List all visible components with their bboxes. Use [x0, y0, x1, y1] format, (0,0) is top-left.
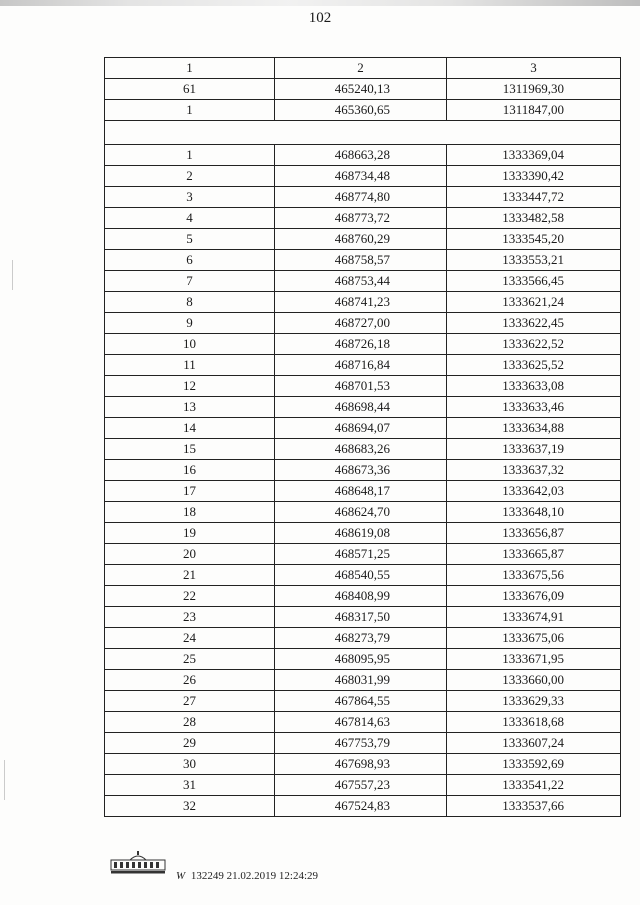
table-row	[105, 208, 621, 229]
coordinates-table-body	[105, 58, 621, 817]
point-number-cell: 24	[105, 628, 275, 649]
y-coordinate-cell: 1333656,87	[447, 523, 621, 544]
x-coordinate-cell: 468727,00	[275, 313, 447, 334]
x-coordinate-cell: 468408,99	[275, 586, 447, 607]
y-coordinate-cell: 1333482,58	[447, 208, 621, 229]
point-number-cell: 11	[105, 355, 275, 376]
point-number-cell: 17	[105, 481, 275, 502]
coordinates-table	[104, 57, 621, 817]
table-row	[105, 649, 621, 670]
x-coordinate-cell: 467557,23	[275, 775, 447, 796]
point-number-cell: 29	[105, 733, 275, 754]
point-number-cell: 28	[105, 712, 275, 733]
point-number-cell: 13	[105, 397, 275, 418]
x-coordinate-cell: 468698,44	[275, 397, 447, 418]
point-number-cell: 14	[105, 418, 275, 439]
point-number-cell: 18	[105, 502, 275, 523]
x-coordinate-cell: 468774,80	[275, 187, 447, 208]
x-coordinate-cell: 468095,95	[275, 649, 447, 670]
table-row	[105, 670, 621, 691]
y-coordinate-cell: 1333629,33	[447, 691, 621, 712]
document-datetime: 21.02.2019 12:24:29	[226, 870, 319, 882]
point-number-cell: 15	[105, 439, 275, 460]
point-number-cell: 32	[105, 796, 275, 817]
x-coordinate-cell: 468694,07	[275, 418, 447, 439]
y-coordinate-cell: 1333607,24	[447, 733, 621, 754]
x-coordinate-cell: 468317,50	[275, 607, 447, 628]
x-coordinate-cell: 468741,23	[275, 292, 447, 313]
point-number-cell: 8	[105, 292, 275, 313]
scan-artifact	[4, 760, 5, 800]
table-row	[105, 796, 621, 817]
table-row	[105, 712, 621, 733]
y-coordinate-cell: 1333674,91	[447, 607, 621, 628]
point-number-cell: 22	[105, 586, 275, 607]
x-coordinate-cell: 465360,65	[275, 100, 447, 121]
y-coordinate-cell: 1333648,10	[447, 502, 621, 523]
y-coordinate-cell: 1333553,21	[447, 250, 621, 271]
table-row	[105, 481, 621, 502]
y-coordinate-cell: 1333541,22	[447, 775, 621, 796]
point-number-cell: 21	[105, 565, 275, 586]
y-coordinate-cell: 1333671,95	[447, 649, 621, 670]
table-header-row	[105, 58, 621, 79]
page-number: 102	[308, 10, 332, 26]
scan-top-edge	[0, 0, 640, 6]
point-number-cell: 61	[105, 79, 275, 100]
y-coordinate-cell: 1333676,09	[447, 586, 621, 607]
x-coordinate-cell: 467753,79	[275, 733, 447, 754]
point-number-cell: 9	[105, 313, 275, 334]
point-number-cell: 27	[105, 691, 275, 712]
x-coordinate-cell: 468273,79	[275, 628, 447, 649]
table-row	[105, 229, 621, 250]
table-row	[105, 565, 621, 586]
table-row	[105, 418, 621, 439]
point-number-cell: 1	[105, 145, 275, 166]
y-coordinate-cell: 1333675,06	[447, 628, 621, 649]
point-number-cell: 3	[105, 187, 275, 208]
x-coordinate-cell: 468648,17	[275, 481, 447, 502]
x-coordinate-cell: 468540,55	[275, 565, 447, 586]
y-coordinate-cell: 1333665,87	[447, 544, 621, 565]
y-coordinate-cell: 1333622,45	[447, 313, 621, 334]
point-number-cell: 12	[105, 376, 275, 397]
x-coordinate-cell: 468716,84	[275, 355, 447, 376]
table-row	[105, 775, 621, 796]
y-coordinate-cell: 1333622,52	[447, 334, 621, 355]
table-row	[105, 544, 621, 565]
x-coordinate-cell: 468753,44	[275, 271, 447, 292]
point-number-cell: 5	[105, 229, 275, 250]
table-row	[105, 502, 621, 523]
x-coordinate-cell: 467698,93	[275, 754, 447, 775]
y-coordinate-cell: 1333633,08	[447, 376, 621, 397]
signature-mark: W	[176, 870, 186, 882]
table-row	[105, 586, 621, 607]
x-coordinate-cell: 467814,63	[275, 712, 447, 733]
x-coordinate-cell: 468758,57	[275, 250, 447, 271]
column-header-3: 3	[447, 58, 621, 79]
x-coordinate-cell: 467864,55	[275, 691, 447, 712]
section-separator-row	[105, 121, 621, 145]
y-coordinate-cell: 1333621,24	[447, 292, 621, 313]
document-number: 132249	[190, 870, 224, 882]
table-row	[105, 607, 621, 628]
x-coordinate-cell: 468663,28	[275, 145, 447, 166]
point-number-cell: 7	[105, 271, 275, 292]
y-coordinate-cell: 1333369,04	[447, 145, 621, 166]
y-coordinate-cell: 1333390,42	[447, 166, 621, 187]
table-row	[105, 145, 621, 166]
point-number-cell: 25	[105, 649, 275, 670]
y-coordinate-cell: 1333634,88	[447, 418, 621, 439]
y-coordinate-cell: 1333618,68	[447, 712, 621, 733]
table-row	[105, 313, 621, 334]
section-separator-cell	[105, 121, 621, 145]
building-stamp-icon	[110, 850, 166, 874]
y-coordinate-cell: 1333660,00	[447, 670, 621, 691]
column-header-1: 1	[105, 58, 275, 79]
table-row	[105, 376, 621, 397]
x-coordinate-cell: 468683,26	[275, 439, 447, 460]
x-coordinate-cell: 468673,36	[275, 460, 447, 481]
x-coordinate-cell: 468726,18	[275, 334, 447, 355]
point-number-cell: 26	[105, 670, 275, 691]
table-row	[105, 187, 621, 208]
scan-artifact	[12, 260, 13, 290]
point-number-cell: 1	[105, 100, 275, 121]
y-coordinate-cell: 1333625,52	[447, 355, 621, 376]
point-number-cell: 31	[105, 775, 275, 796]
y-coordinate-cell: 1333447,72	[447, 187, 621, 208]
point-number-cell: 4	[105, 208, 275, 229]
y-coordinate-cell: 1311969,30	[447, 79, 621, 100]
point-number-cell: 2	[105, 166, 275, 187]
table-row	[105, 754, 621, 775]
table-row	[105, 733, 621, 754]
x-coordinate-cell: 468734,48	[275, 166, 447, 187]
table-row	[105, 250, 621, 271]
table-row	[105, 628, 621, 649]
y-coordinate-cell: 1333642,03	[447, 481, 621, 502]
point-number-cell: 6	[105, 250, 275, 271]
x-coordinate-cell: 465240,13	[275, 79, 447, 100]
document-footer	[176, 870, 318, 882]
y-coordinate-cell: 1333537,66	[447, 796, 621, 817]
y-coordinate-cell: 1311847,00	[447, 100, 621, 121]
y-coordinate-cell: 1333637,19	[447, 439, 621, 460]
point-number-cell: 10	[105, 334, 275, 355]
table-row	[105, 439, 621, 460]
x-coordinate-cell: 468031,99	[275, 670, 447, 691]
table-row	[105, 166, 621, 187]
x-coordinate-cell: 467524,83	[275, 796, 447, 817]
x-coordinate-cell: 468773,72	[275, 208, 447, 229]
y-coordinate-cell: 1333675,56	[447, 565, 621, 586]
x-coordinate-cell: 468619,08	[275, 523, 447, 544]
x-coordinate-cell: 468760,29	[275, 229, 447, 250]
table-row	[105, 460, 621, 481]
table-row	[105, 79, 621, 100]
point-number-cell: 30	[105, 754, 275, 775]
x-coordinate-cell: 468624,70	[275, 502, 447, 523]
table-row	[105, 691, 621, 712]
table-row	[105, 523, 621, 544]
column-header-2: 2	[275, 58, 447, 79]
table-row	[105, 334, 621, 355]
x-coordinate-cell: 468571,25	[275, 544, 447, 565]
table-row	[105, 100, 621, 121]
y-coordinate-cell: 1333545,20	[447, 229, 621, 250]
point-number-cell: 19	[105, 523, 275, 544]
point-number-cell: 16	[105, 460, 275, 481]
y-coordinate-cell: 1333566,45	[447, 271, 621, 292]
table-row	[105, 271, 621, 292]
x-coordinate-cell: 468701,53	[275, 376, 447, 397]
y-coordinate-cell: 1333633,46	[447, 397, 621, 418]
point-number-cell: 20	[105, 544, 275, 565]
table-row	[105, 397, 621, 418]
point-number-cell: 23	[105, 607, 275, 628]
table-row	[105, 292, 621, 313]
y-coordinate-cell: 1333637,32	[447, 460, 621, 481]
y-coordinate-cell: 1333592,69	[447, 754, 621, 775]
table-row	[105, 355, 621, 376]
